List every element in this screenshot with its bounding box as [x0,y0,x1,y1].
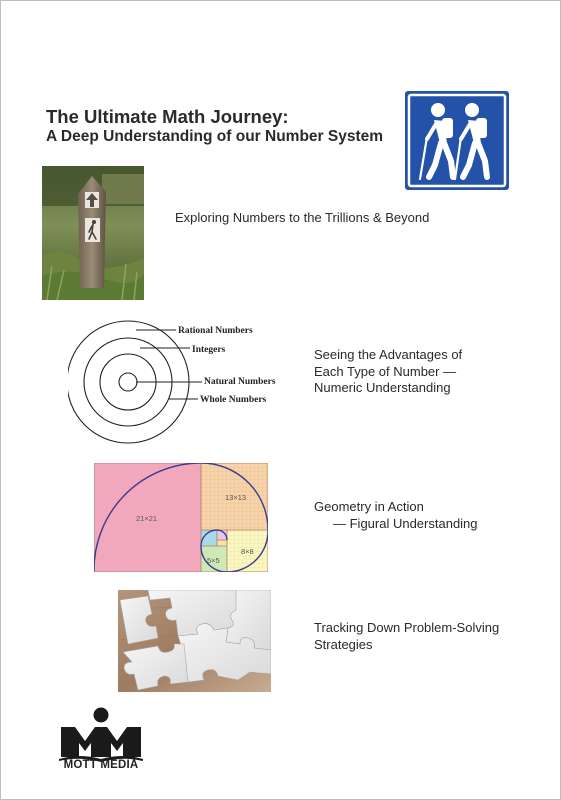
section-4-line-2: Strategies [314,636,373,652]
section-2-line-3: Numeric Understanding [314,380,451,396]
trail-marker-photo [42,166,144,300]
publisher-name: MOTT MEDIA [63,759,139,771]
fib-13-label: 13×13 [225,493,247,502]
section-4-line-1: Tracking Down Problem-Solving [314,620,500,635]
section-1-caption: Exploring Numbers to the Trillions & Beyond [175,210,430,225]
title-line-1: The Ultimate Math Journey: [46,106,289,127]
section-3-line-1: Geometry in Action [314,499,424,514]
section-4-caption [314,620,499,653]
puzzle-pieces-photo [118,590,271,692]
fib-21-label: 21×21 [136,514,158,523]
hikers-sign-icon [405,91,509,190]
fib-5-label: 5×5 [207,556,220,565]
fibonacci-spiral-diagram [94,463,268,572]
number-sets-diagram [68,318,298,448]
section-3-line-2: — Figural Understanding [333,515,478,531]
section-3-caption [314,499,478,532]
page-title [46,106,383,146]
title-line-2: A Deep Understanding of our Number System [46,127,384,145]
integers-label: Integers [192,345,226,355]
whole-numbers-label: Whole Numbers [200,395,267,405]
section-2-caption [314,347,462,397]
rational-numbers-label: Rational Numbers [178,326,253,336]
fib-8-label: 8×8 [241,547,254,556]
section-2-line-1: Seeing the Advantages of [314,347,463,362]
natural-numbers-label: Natural Numbers [204,377,276,387]
section-2-line-2: Each Type of Number — [314,363,457,379]
